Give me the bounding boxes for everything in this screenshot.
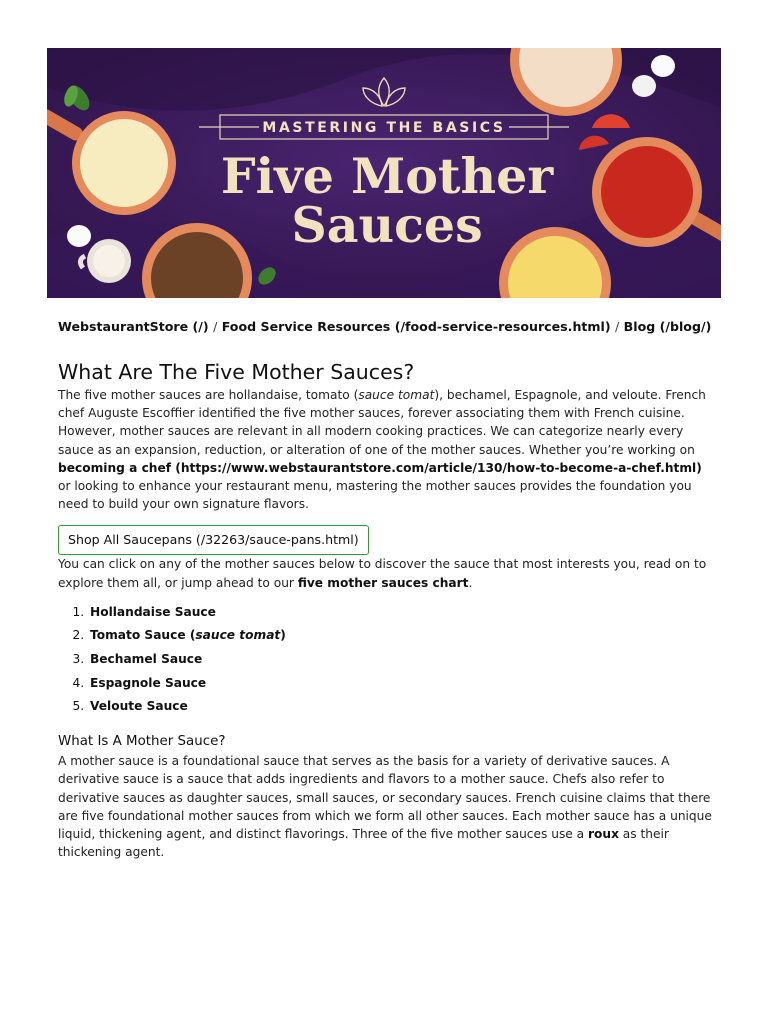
intro-emphasis: sauce tomat	[358, 388, 435, 402]
breadcrumb-link-home[interactable]: WebstaurantStore (/)	[58, 319, 209, 334]
breadcrumb-link-blog[interactable]: Blog (/blog/)	[623, 319, 712, 334]
sauce-label: Tomato Sauce (	[90, 628, 196, 643]
page-title: What Are The Five Mother Sauces?	[58, 360, 415, 384]
sauce-label: Bechamel Sauce	[90, 652, 203, 667]
sauce-link-tomato[interactable]	[88, 626, 714, 644]
intro-text: ), bechamel, Espagnole, and veloute. French chef Auguste Escoffier identified the five mother sauces, forever associating them with French cuisine. However, mother sauces are relevant in all modern cooking practices. We can categorize nearly every sauce as an expansion, reduction, or alteration of one of the mother sauces. Whether you’re working on	[58, 388, 706, 457]
sauce-link-espagnole[interactable]	[88, 674, 714, 692]
banner-title-line2: Sauces	[291, 196, 483, 254]
sauces-chart-link[interactable]: five mother sauces chart	[297, 575, 469, 590]
sauce-label: Hollandaise Sauce	[90, 604, 216, 619]
article-content	[58, 318, 714, 861]
intro-text: or looking to enhance your restaurant menu, mastering the mother sauces provides the foundation you need to build your own signature flavors.	[58, 479, 692, 512]
intro-paragraph	[58, 386, 714, 513]
jump-text: You can click on any of the mother sauces below to discover the sauce that most interests you, read on to explore them all, or jump ahead to our	[58, 557, 707, 590]
breadcrumb	[58, 318, 714, 336]
banner-kicker: MASTERING THE BASICS	[262, 120, 506, 136]
egg-icon	[67, 225, 91, 247]
banner-illustration	[47, 48, 721, 298]
jump-paragraph	[58, 555, 714, 591]
sauce-label-emphasis: sauce tomat	[195, 628, 281, 643]
hero-banner	[47, 48, 721, 298]
sauce-link-veloute[interactable]	[88, 697, 714, 715]
sauce-link-hollandaise[interactable]	[88, 603, 714, 621]
sauce-label: )	[280, 628, 286, 643]
breadcrumb-separator: /	[213, 319, 218, 334]
sauce-label: Espagnole Sauce	[90, 675, 207, 690]
shop-saucepans-button[interactable]: Shop All Saucepans (/32263/sauce-pans.html)	[58, 525, 369, 555]
mother-text: as their thickening agent.	[58, 827, 669, 860]
egg-icon	[651, 55, 675, 77]
mother-text: A mother sauce is a foundational sauce that serves as the basis for a variety of derivative sauces. A derivative sauce is a sauce that adds ingredients and flavors to a mother sauce. Chefs also refer to derivative sauces as daughter sauces, small sauces, or secondary sauces. French cuisine claims that there are five foundational mother sauces from which we form all other sauces. Each mother sauce has a unique liquid, thickening agent, and distinct flavorings. Three of the five mother sauces use a	[58, 754, 712, 842]
breadcrumb-separator: /	[615, 319, 620, 334]
roux-link[interactable]: roux	[588, 827, 619, 842]
sauce-link-bechamel[interactable]	[88, 650, 714, 668]
sauce-label: Veloute Sauce	[90, 699, 188, 714]
become-chef-link[interactable]: becoming a chef (https://www.webstaurantstore.com/article/130/how-to-become-a-chef.html)	[58, 460, 702, 475]
section-heading: What Is A Mother Sauce?	[58, 734, 226, 750]
sauce-list	[58, 603, 714, 715]
intro-text: The five mother sauces are hollandaise, tomato (	[58, 388, 359, 402]
mother-sauce-paragraph	[58, 752, 714, 861]
breadcrumb-link-resources[interactable]: Food Service Resources (/food-service-resources.html)	[221, 319, 611, 334]
egg-icon	[632, 75, 656, 97]
jump-text: .	[468, 575, 473, 590]
banner-title-line1: Five Mother	[220, 147, 554, 205]
